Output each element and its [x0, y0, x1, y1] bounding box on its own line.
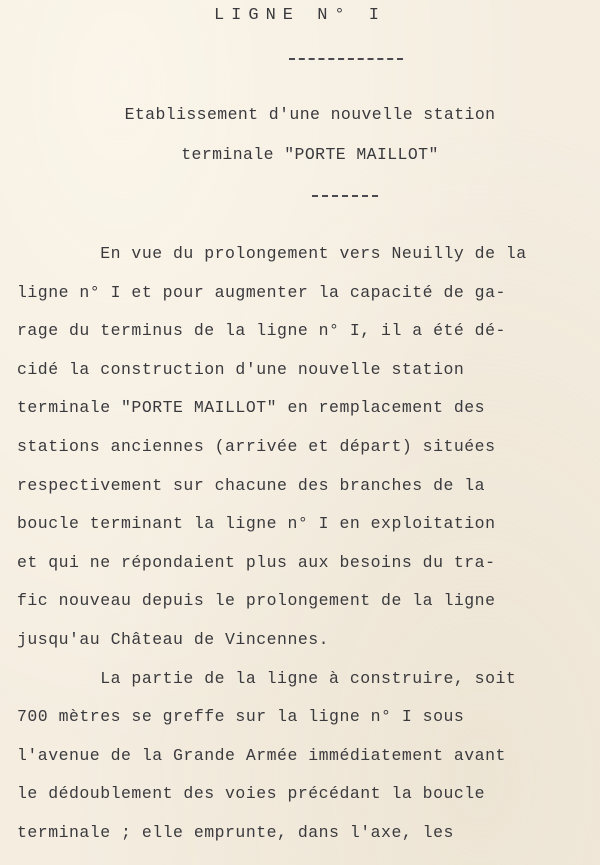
body-line: le dédoublement des voies précédant la boucle	[17, 784, 486, 804]
body-line: rage du terminus de la ligne n° I, il a été dé-	[17, 321, 506, 341]
body-line: ligne n° I et pour augmenter la capacité de ga-	[17, 282, 506, 302]
body-line: respectivement sur chacune des branches de la	[17, 475, 486, 495]
document-title: LIGNE N° I	[213, 6, 387, 25]
subtitle-line-2: terminale "PORTE MAILLOT"	[181, 145, 439, 164]
body-line: et qui ne répondaient plus aux besoins du tra-	[17, 552, 496, 572]
body-line: l'avenue de la Grande Armée immédiatement avant	[17, 745, 506, 765]
subtitle-underline-rule	[312, 195, 378, 197]
title-underline-rule	[289, 58, 403, 60]
body-line: boucle terminant la ligne n° I en exploitation	[17, 514, 496, 534]
body-line: En vue du prolongement vers Neuilly de la	[17, 244, 527, 263]
body-paragraphs	[17, 240, 587, 858]
body-line: terminale ; elle emprunte, dans l'axe, les	[17, 822, 454, 842]
body-line: La partie de la ligne à construire, soit	[17, 668, 517, 688]
body-line: jusqu'au Château de Vincennes.	[17, 629, 330, 649]
body-line: terminale "PORTE MAILLOT" en remplacement des	[17, 398, 486, 418]
body-line: 700 mètres se greffe sur la ligne n° I sous	[17, 707, 465, 727]
body-line: cidé la construction d'une nouvelle station	[17, 359, 465, 379]
body-line: fic nouveau depuis le prolongement de la ligne	[17, 591, 496, 611]
body-line: stations anciennes (arrivée et départ) situées	[17, 436, 496, 456]
subtitle-line-1: Etablissement d'une nouvelle station	[124, 105, 496, 124]
